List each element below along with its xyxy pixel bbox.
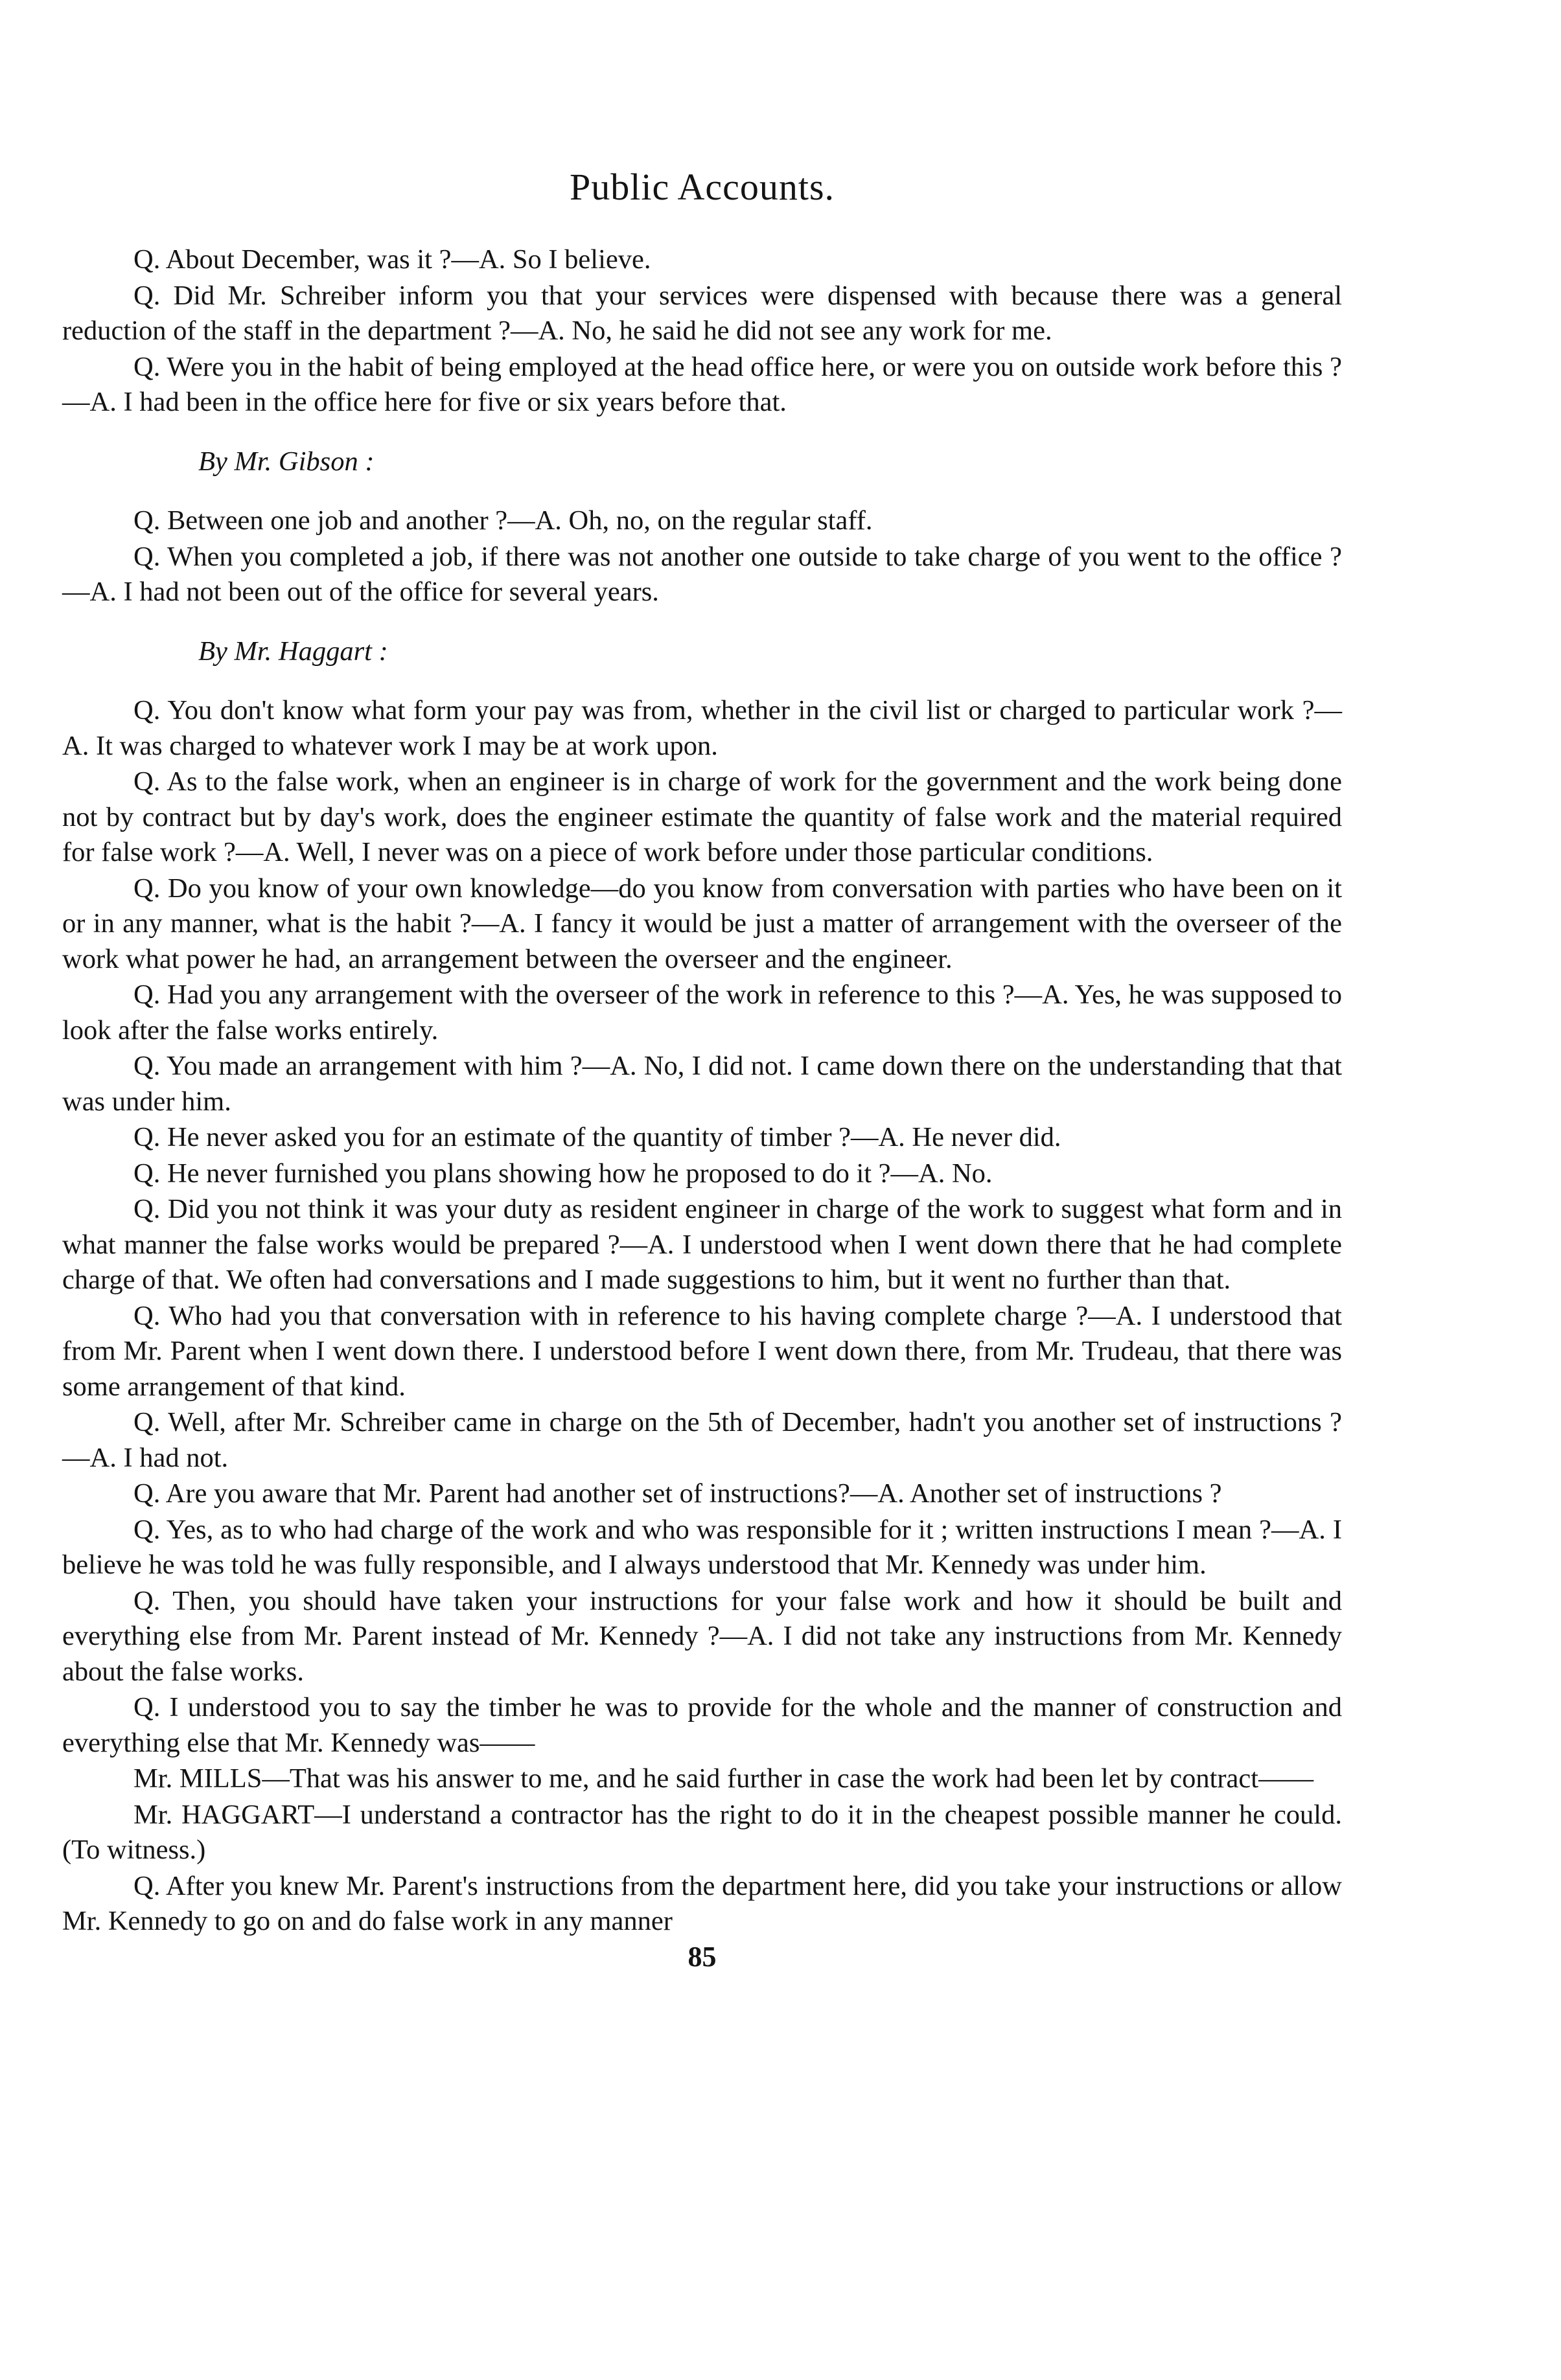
paragraph: Q. You made an arrangement with him ?—A. No, I did not. I came down there on the understanding that that was under him. (62, 1051, 1342, 1117)
page-title: Public Accounts. (569, 166, 835, 208)
paragraph: Q. Who had you that conversation with in reference to his having complete charge ?—A. I understood that from Mr. Parent when I went down there. I understood before I went down there, from Mr. Trudeau, that there was some arrangement of that kind. (62, 1300, 1342, 1402)
paragraph: Q. Well, after Mr. Schreiber came in charge on the 5th of December, hadn't you another set of instructions ?—A. I had not. (62, 1407, 1342, 1473)
paragraph: Q. After you knew Mr. Parent's instructions from the department here, did you take your instructions or allow Mr. Kennedy to go on and do false work in any manner (62, 1870, 1342, 1936)
speaker-heading: By Mr. Gibson : (198, 446, 375, 477)
paragraph: Q. Did Mr. Schreiber inform you that your services were dispensed with because there was a general reduction of the staff in the department ?—A. No, he said he did not see any work for me. (62, 280, 1342, 346)
page-number: 85 (688, 1940, 717, 1973)
paragraph: Mr. HAGGART—I understand a contractor has the right to do it in the cheapest possible manner he could. (To witness.) (62, 1799, 1342, 1865)
paragraph: Q. Yes, as to who had charge of the work and who was responsible for it ; written instructions I mean ?—A. I believe he was told he was fully responsible, and I always understood that Mr. Kennedy was under him. (62, 1514, 1342, 1580)
paragraph: Q. He never asked you for an estimate of the quantity of timber ?—A. He never did. (133, 1122, 1061, 1152)
paragraph: Q. I understood you to say the timber he was to provide for the whole and the manner of construction and everything else that Mr. Kennedy was—— (62, 1692, 1342, 1758)
paragraph: Q. Then, you should have taken your instructions for your false work and how it should be built and everything else from Mr. Parent instead of Mr. Kennedy ?—A. I did not take any instructions from Mr. Kennedy about the false works. (62, 1585, 1342, 1687)
paragraph: Q. Do you know of your own knowledge—do you know from conversation with parties who have been on it or in any manner, what is the habit ?—A. I fancy it would be just a matter of arrangement with the overseer of the work what power he had, an arrangement between the overseer and the engineer. (62, 873, 1342, 974)
paragraph: Q. Had you any arrangement with the overseer of the work in reference to this ?—A. Yes, he was supposed to look after the false works entirely. (62, 979, 1342, 1046)
paragraph: Q. As to the false work, when an engineer is in charge of work for the government and the work being done not by contract but by day's work, does the engineer estimate the quantity of false work and the material required for false work ?—A. Well, I never was on a piece of work before under those particular conditions. (62, 766, 1342, 867)
paragraph: Q. Did you not think it was your duty as resident engineer in charge of the work to suggest what form and in what manner the false works would be prepared ?—A. I understood when I went down there that he had complete charge of that. We often had conversations and I made suggestions to him, but it went no further than that. (62, 1194, 1342, 1295)
document-page (62, 165, 1342, 1973)
paragraph: Q. Are you aware that Mr. Parent had another set of instructions?—A. Another set of instructions ? (133, 1478, 1222, 1509)
paragraph: Q. When you completed a job, if there was not another one outside to take charge of you went to the office ?—A. I had not been out of the office for several years. (62, 541, 1342, 607)
paragraph: Q. About December, was it ?—A. So I believe. (133, 244, 651, 275)
paragraph: Q. Were you in the habit of being employed at the head office here, or were you on outside work before this ?—A. I had been in the office here for five or six years before that. (62, 351, 1342, 417)
speaker-heading: By Mr. Haggart : (198, 635, 388, 667)
paragraph: Q. You don't know what form your pay was from, whether in the civil list or charged to particular work ?—A. It was charged to whatever work I may be at work upon. (62, 695, 1342, 761)
paragraph: Q. He never furnished you plans showing how he proposed to do it ?—A. No. (133, 1158, 993, 1189)
paragraph: Mr. MILLS—That was his answer to me, and he said further in case the work had been let by contract—— (133, 1763, 1314, 1794)
document-body (62, 242, 1342, 1939)
paragraph: Q. Between one job and another ?—A. Oh, no, on the regular staff. (133, 505, 873, 536)
